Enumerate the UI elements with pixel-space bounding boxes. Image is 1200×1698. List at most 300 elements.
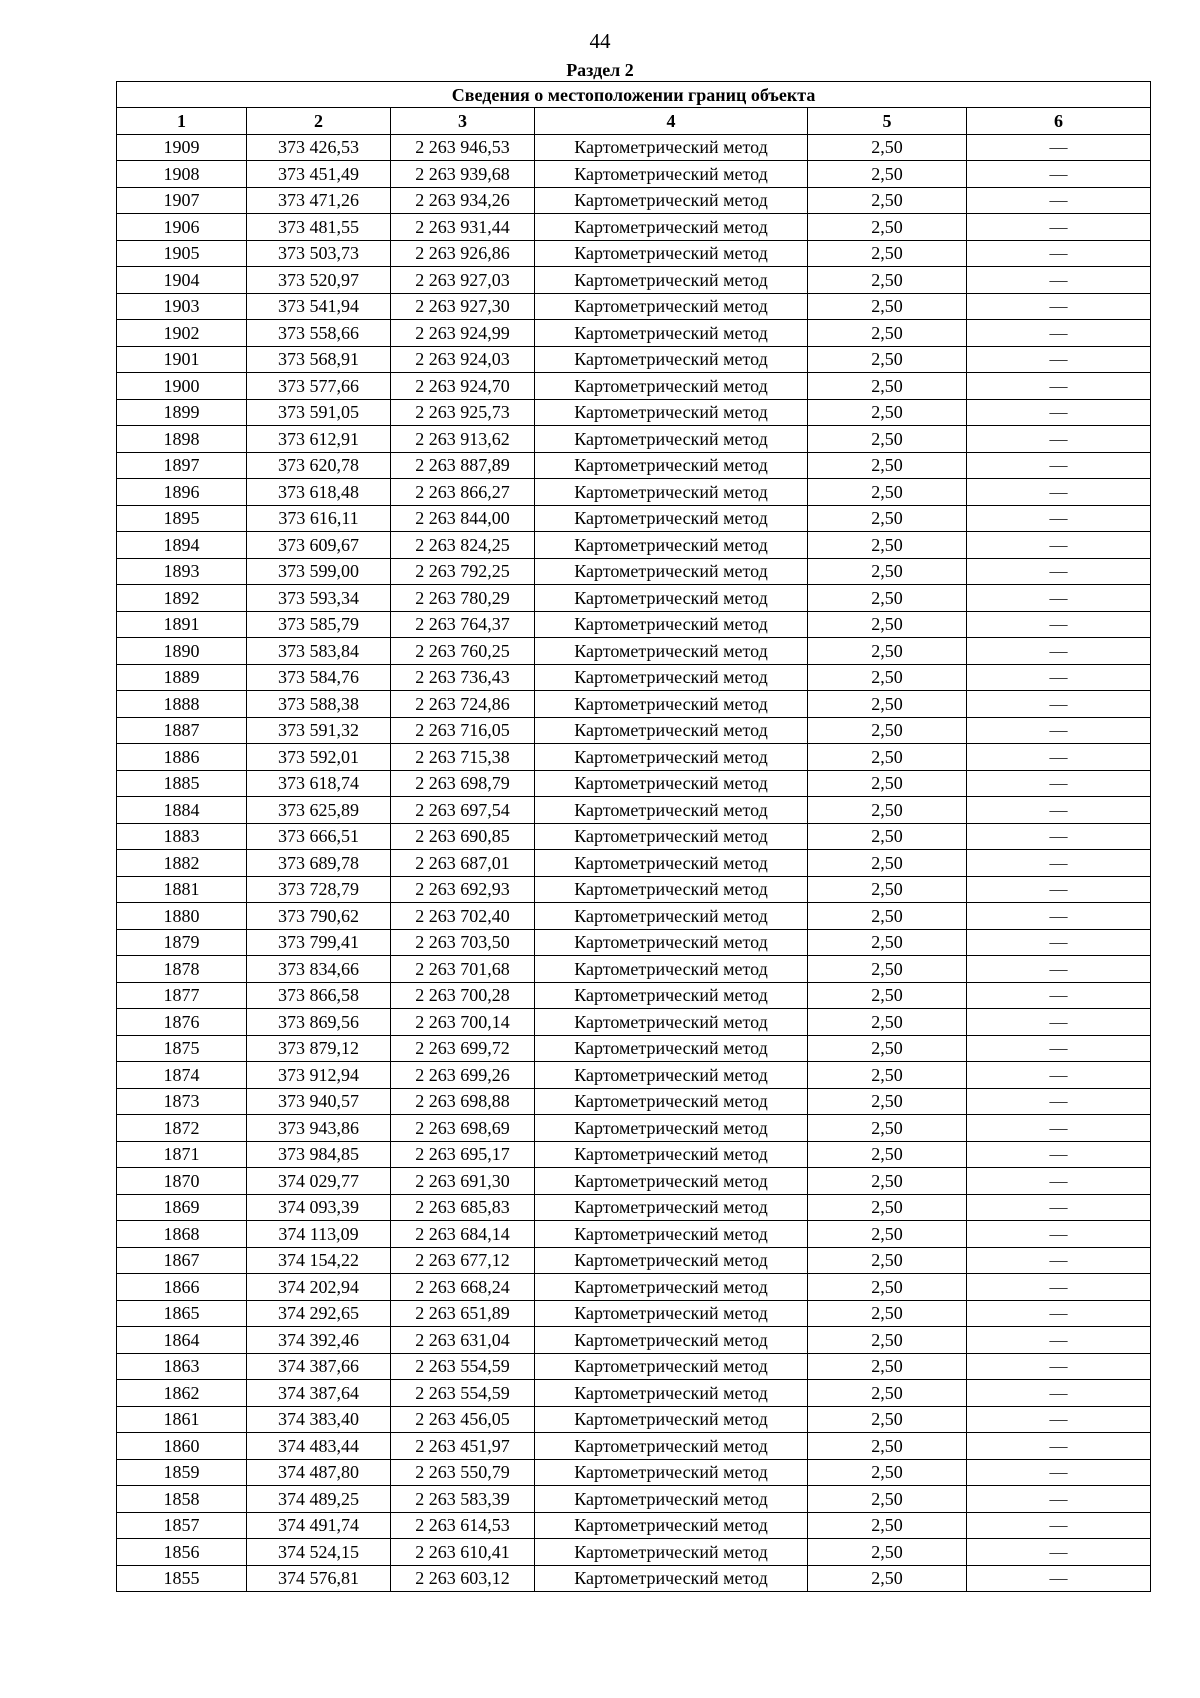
method-cell: Картометрический метод — [535, 1088, 808, 1115]
x-coordinate-cell: 373 790,62 — [247, 903, 391, 930]
note-cell: — — [967, 1327, 1151, 1354]
table-row — [117, 717, 1151, 744]
x-coordinate-cell: 373 943,86 — [247, 1115, 391, 1142]
method-cell: Картометрический метод — [535, 664, 808, 691]
point-number-cell: 1905 — [117, 240, 247, 267]
column-header: 3 — [391, 108, 535, 135]
accuracy-cell: 2,50 — [808, 346, 967, 373]
point-number-cell: 1866 — [117, 1274, 247, 1301]
note-cell: — — [967, 903, 1151, 930]
x-coordinate-cell: 374 483,44 — [247, 1433, 391, 1460]
accuracy-cell: 2,50 — [808, 161, 967, 188]
y-coordinate-cell: 2 263 760,25 — [391, 638, 535, 665]
table-row — [117, 1406, 1151, 1433]
point-number-cell: 1881 — [117, 876, 247, 903]
point-number-cell: 1874 — [117, 1062, 247, 1089]
note-cell: — — [967, 1247, 1151, 1274]
point-number-cell: 1897 — [117, 452, 247, 479]
table-caption: Сведения о местоположении границ объекта — [117, 82, 1151, 108]
y-coordinate-cell: 2 263 603,12 — [391, 1565, 535, 1592]
method-cell: Картометрический метод — [535, 293, 808, 320]
x-coordinate-cell: 373 940,57 — [247, 1088, 391, 1115]
table-row — [117, 585, 1151, 612]
accuracy-cell: 2,50 — [808, 982, 967, 1009]
y-coordinate-cell: 2 263 699,26 — [391, 1062, 535, 1089]
table-row — [117, 1353, 1151, 1380]
x-coordinate-cell: 373 666,51 — [247, 823, 391, 850]
method-cell: Картометрический метод — [535, 1327, 808, 1354]
x-coordinate-cell: 373 503,73 — [247, 240, 391, 267]
x-coordinate-cell: 374 392,46 — [247, 1327, 391, 1354]
point-number-cell: 1875 — [117, 1035, 247, 1062]
table-row — [117, 452, 1151, 479]
y-coordinate-cell: 2 263 690,85 — [391, 823, 535, 850]
y-coordinate-cell: 2 263 614,53 — [391, 1512, 535, 1539]
method-cell: Картометрический метод — [535, 1062, 808, 1089]
y-coordinate-cell: 2 263 925,73 — [391, 399, 535, 426]
note-cell: — — [967, 1353, 1151, 1380]
point-number-cell: 1883 — [117, 823, 247, 850]
accuracy-cell: 2,50 — [808, 585, 967, 612]
note-cell: — — [967, 1221, 1151, 1248]
note-cell: — — [967, 187, 1151, 214]
x-coordinate-cell: 373 618,74 — [247, 770, 391, 797]
method-cell: Картометрический метод — [535, 850, 808, 877]
y-coordinate-cell: 2 263 554,59 — [391, 1380, 535, 1407]
method-cell: Картометрический метод — [535, 214, 808, 241]
table-row — [117, 664, 1151, 691]
point-number-cell: 1888 — [117, 691, 247, 718]
y-coordinate-cell: 2 263 703,50 — [391, 929, 535, 956]
x-coordinate-cell: 373 568,91 — [247, 346, 391, 373]
x-coordinate-cell: 373 558,66 — [247, 320, 391, 347]
note-cell: — — [967, 929, 1151, 956]
note-cell: — — [967, 638, 1151, 665]
accuracy-cell: 2,50 — [808, 452, 967, 479]
note-cell: — — [967, 1115, 1151, 1142]
table-row — [117, 161, 1151, 188]
column-header: 2 — [247, 108, 391, 135]
x-coordinate-cell: 374 524,15 — [247, 1539, 391, 1566]
method-cell: Картометрический метод — [535, 876, 808, 903]
table-row — [117, 1380, 1151, 1407]
accuracy-cell: 2,50 — [808, 1247, 967, 1274]
y-coordinate-cell: 2 263 695,17 — [391, 1141, 535, 1168]
table-row — [117, 1194, 1151, 1221]
y-coordinate-cell: 2 263 715,38 — [391, 744, 535, 771]
y-coordinate-cell: 2 263 924,99 — [391, 320, 535, 347]
note-cell: — — [967, 426, 1151, 453]
point-number-cell: 1898 — [117, 426, 247, 453]
point-number-cell: 1902 — [117, 320, 247, 347]
note-cell: — — [967, 770, 1151, 797]
accuracy-cell: 2,50 — [808, 956, 967, 983]
column-header: 4 — [535, 108, 808, 135]
note-cell: — — [967, 532, 1151, 559]
accuracy-cell: 2,50 — [808, 1141, 967, 1168]
method-cell: Картометрический метод — [535, 1380, 808, 1407]
note-cell: — — [967, 214, 1151, 241]
point-number-cell: 1890 — [117, 638, 247, 665]
y-coordinate-cell: 2 263 866,27 — [391, 479, 535, 506]
x-coordinate-cell: 373 591,32 — [247, 717, 391, 744]
column-header: 5 — [808, 108, 967, 135]
note-cell: — — [967, 1168, 1151, 1195]
table-row — [117, 929, 1151, 956]
method-cell: Картометрический метод — [535, 1035, 808, 1062]
accuracy-cell: 2,50 — [808, 1194, 967, 1221]
y-coordinate-cell: 2 263 924,03 — [391, 346, 535, 373]
x-coordinate-cell: 373 620,78 — [247, 452, 391, 479]
table-row — [117, 1274, 1151, 1301]
x-coordinate-cell: 373 984,85 — [247, 1141, 391, 1168]
accuracy-cell: 2,50 — [808, 426, 967, 453]
x-coordinate-cell: 373 869,56 — [247, 1009, 391, 1036]
accuracy-cell: 2,50 — [808, 797, 967, 824]
note-cell: — — [967, 1194, 1151, 1221]
note-cell: — — [967, 1512, 1151, 1539]
note-cell: — — [967, 1433, 1151, 1460]
accuracy-cell: 2,50 — [808, 717, 967, 744]
method-cell: Картометрический метод — [535, 823, 808, 850]
method-cell: Картометрический метод — [535, 479, 808, 506]
y-coordinate-cell: 2 263 698,69 — [391, 1115, 535, 1142]
y-coordinate-cell: 2 263 698,79 — [391, 770, 535, 797]
note-cell: — — [967, 823, 1151, 850]
y-coordinate-cell: 2 263 927,30 — [391, 293, 535, 320]
table-row — [117, 982, 1151, 1009]
table-row — [117, 1486, 1151, 1513]
method-cell: Картометрический метод — [535, 903, 808, 930]
x-coordinate-cell: 373 609,67 — [247, 532, 391, 559]
point-number-cell: 1859 — [117, 1459, 247, 1486]
accuracy-cell: 2,50 — [808, 1088, 967, 1115]
x-coordinate-cell: 373 471,26 — [247, 187, 391, 214]
table-row — [117, 399, 1151, 426]
x-coordinate-cell: 374 487,80 — [247, 1459, 391, 1486]
accuracy-cell: 2,50 — [808, 1486, 967, 1513]
y-coordinate-cell: 2 263 824,25 — [391, 532, 535, 559]
y-coordinate-cell: 2 263 780,29 — [391, 585, 535, 612]
note-cell: — — [967, 320, 1151, 347]
point-number-cell: 1880 — [117, 903, 247, 930]
note-cell: — — [967, 505, 1151, 532]
note-cell: — — [967, 1300, 1151, 1327]
note-cell: — — [967, 1486, 1151, 1513]
y-coordinate-cell: 2 263 691,30 — [391, 1168, 535, 1195]
point-number-cell: 1903 — [117, 293, 247, 320]
method-cell: Картометрический метод — [535, 1009, 808, 1036]
x-coordinate-cell: 373 689,78 — [247, 850, 391, 877]
point-number-cell: 1908 — [117, 161, 247, 188]
table-row — [117, 1062, 1151, 1089]
point-number-cell: 1906 — [117, 214, 247, 241]
x-coordinate-cell: 373 834,66 — [247, 956, 391, 983]
table-row — [117, 346, 1151, 373]
accuracy-cell: 2,50 — [808, 293, 967, 320]
point-number-cell: 1899 — [117, 399, 247, 426]
table-row — [117, 1300, 1151, 1327]
x-coordinate-cell: 374 292,65 — [247, 1300, 391, 1327]
y-coordinate-cell: 2 263 651,89 — [391, 1300, 535, 1327]
accuracy-cell: 2,50 — [808, 903, 967, 930]
x-coordinate-cell: 373 584,76 — [247, 664, 391, 691]
x-coordinate-cell: 373 541,94 — [247, 293, 391, 320]
note-cell: — — [967, 1274, 1151, 1301]
method-cell: Картометрический метод — [535, 452, 808, 479]
accuracy-cell: 2,50 — [808, 373, 967, 400]
table-row — [117, 770, 1151, 797]
point-number-cell: 1858 — [117, 1486, 247, 1513]
table-row — [117, 558, 1151, 585]
point-number-cell: 1909 — [117, 134, 247, 161]
y-coordinate-cell: 2 263 702,40 — [391, 903, 535, 930]
method-cell: Картометрический метод — [535, 585, 808, 612]
section-title: Раздел 2 — [566, 60, 634, 80]
note-cell: — — [967, 134, 1151, 161]
note-cell: — — [967, 373, 1151, 400]
table-row — [117, 187, 1151, 214]
y-coordinate-cell: 2 263 764,37 — [391, 611, 535, 638]
accuracy-cell: 2,50 — [808, 1115, 967, 1142]
method-cell: Картометрический метод — [535, 320, 808, 347]
x-coordinate-cell: 374 202,94 — [247, 1274, 391, 1301]
y-coordinate-cell: 2 263 934,26 — [391, 187, 535, 214]
accuracy-cell: 2,50 — [808, 823, 967, 850]
point-number-cell: 1860 — [117, 1433, 247, 1460]
x-coordinate-cell: 373 592,01 — [247, 744, 391, 771]
method-cell: Картометрический метод — [535, 373, 808, 400]
note-cell: — — [967, 293, 1151, 320]
table-row — [117, 797, 1151, 824]
table-row — [117, 479, 1151, 506]
table-row — [117, 1088, 1151, 1115]
point-number-cell: 1896 — [117, 479, 247, 506]
table-row — [117, 1565, 1151, 1592]
method-cell: Картометрический метод — [535, 399, 808, 426]
table-row — [117, 1433, 1151, 1460]
accuracy-cell: 2,50 — [808, 214, 967, 241]
y-coordinate-cell: 2 263 684,14 — [391, 1221, 535, 1248]
accuracy-cell: 2,50 — [808, 1062, 967, 1089]
method-cell: Картометрический метод — [535, 1221, 808, 1248]
y-coordinate-cell: 2 263 792,25 — [391, 558, 535, 585]
y-coordinate-cell: 2 263 668,24 — [391, 1274, 535, 1301]
method-cell: Картометрический метод — [535, 1486, 808, 1513]
point-number-cell: 1894 — [117, 532, 247, 559]
accuracy-cell: 2,50 — [808, 664, 967, 691]
accuracy-cell: 2,50 — [808, 1168, 967, 1195]
point-number-cell: 1900 — [117, 373, 247, 400]
method-cell: Картометрический метод — [535, 161, 808, 188]
table-row — [117, 1247, 1151, 1274]
method-cell: Картометрический метод — [535, 744, 808, 771]
table-row — [117, 850, 1151, 877]
x-coordinate-cell: 373 583,84 — [247, 638, 391, 665]
point-number-cell: 1895 — [117, 505, 247, 532]
table-row — [117, 1168, 1151, 1195]
table-row — [117, 903, 1151, 930]
note-cell: — — [967, 1459, 1151, 1486]
x-coordinate-cell: 373 599,00 — [247, 558, 391, 585]
accuracy-cell: 2,50 — [808, 1009, 967, 1036]
column-header: 1 — [117, 108, 247, 135]
point-number-cell: 1862 — [117, 1380, 247, 1407]
table-row — [117, 956, 1151, 983]
note-cell: — — [967, 240, 1151, 267]
note-cell: — — [967, 161, 1151, 188]
x-coordinate-cell: 373 593,34 — [247, 585, 391, 612]
y-coordinate-cell: 2 263 583,39 — [391, 1486, 535, 1513]
accuracy-cell: 2,50 — [808, 1380, 967, 1407]
y-coordinate-cell: 2 263 677,12 — [391, 1247, 535, 1274]
point-number-cell: 1863 — [117, 1353, 247, 1380]
table-row — [117, 320, 1151, 347]
table-row — [117, 1327, 1151, 1354]
table-row — [117, 611, 1151, 638]
x-coordinate-cell: 373 612,91 — [247, 426, 391, 453]
point-number-cell: 1885 — [117, 770, 247, 797]
method-cell: Картометрический метод — [535, 1274, 808, 1301]
table-row — [117, 214, 1151, 241]
x-coordinate-cell: 374 093,39 — [247, 1194, 391, 1221]
method-cell: Картометрический метод — [535, 1115, 808, 1142]
y-coordinate-cell: 2 263 692,93 — [391, 876, 535, 903]
method-cell: Картометрический метод — [535, 770, 808, 797]
boundary-coordinates-table — [116, 81, 1151, 1592]
table-row — [117, 823, 1151, 850]
method-cell: Картометрический метод — [535, 1512, 808, 1539]
y-coordinate-cell: 2 263 924,70 — [391, 373, 535, 400]
table-row — [117, 1035, 1151, 1062]
note-cell: — — [967, 1062, 1151, 1089]
table-row — [117, 426, 1151, 453]
point-number-cell: 1864 — [117, 1327, 247, 1354]
accuracy-cell: 2,50 — [808, 1327, 967, 1354]
y-coordinate-cell: 2 263 700,14 — [391, 1009, 535, 1036]
point-number-cell: 1886 — [117, 744, 247, 771]
point-number-cell: 1891 — [117, 611, 247, 638]
table-row — [117, 876, 1151, 903]
x-coordinate-cell: 374 113,09 — [247, 1221, 391, 1248]
point-number-cell: 1877 — [117, 982, 247, 1009]
page-number: 44 — [589, 29, 611, 53]
point-number-cell: 1870 — [117, 1168, 247, 1195]
accuracy-cell: 2,50 — [808, 744, 967, 771]
method-cell: Картометрический метод — [535, 638, 808, 665]
method-cell: Картометрический метод — [535, 611, 808, 638]
point-number-cell: 1871 — [117, 1141, 247, 1168]
accuracy-cell: 2,50 — [808, 1565, 967, 1592]
method-cell: Картометрический метод — [535, 1353, 808, 1380]
y-coordinate-cell: 2 263 701,68 — [391, 956, 535, 983]
point-number-cell: 1879 — [117, 929, 247, 956]
x-coordinate-cell: 373 625,89 — [247, 797, 391, 824]
column-header: 6 — [967, 108, 1151, 135]
x-coordinate-cell: 374 387,66 — [247, 1353, 391, 1380]
y-coordinate-cell: 2 263 844,00 — [391, 505, 535, 532]
note-cell: — — [967, 585, 1151, 612]
point-number-cell: 1865 — [117, 1300, 247, 1327]
table-row — [117, 1141, 1151, 1168]
note-cell: — — [967, 691, 1151, 718]
point-number-cell: 1901 — [117, 346, 247, 373]
method-cell: Картометрический метод — [535, 1406, 808, 1433]
accuracy-cell: 2,50 — [808, 1300, 967, 1327]
y-coordinate-cell: 2 263 946,53 — [391, 134, 535, 161]
note-cell: — — [967, 982, 1151, 1009]
method-cell: Картометрический метод — [535, 1300, 808, 1327]
accuracy-cell: 2,50 — [808, 1512, 967, 1539]
x-coordinate-cell: 373 588,38 — [247, 691, 391, 718]
table-row — [117, 240, 1151, 267]
note-cell: — — [967, 876, 1151, 903]
method-cell: Картометрический метод — [535, 797, 808, 824]
accuracy-cell: 2,50 — [808, 320, 967, 347]
point-number-cell: 1884 — [117, 797, 247, 824]
table-row — [117, 134, 1151, 161]
point-number-cell: 1889 — [117, 664, 247, 691]
point-number-cell: 1869 — [117, 1194, 247, 1221]
y-coordinate-cell: 2 263 685,83 — [391, 1194, 535, 1221]
method-cell: Картометрический метод — [535, 982, 808, 1009]
note-cell: — — [967, 452, 1151, 479]
note-cell: — — [967, 558, 1151, 585]
y-coordinate-cell: 2 263 736,43 — [391, 664, 535, 691]
accuracy-cell: 2,50 — [808, 850, 967, 877]
table-row — [117, 638, 1151, 665]
table-row — [117, 1221, 1151, 1248]
x-coordinate-cell: 373 799,41 — [247, 929, 391, 956]
method-cell: Картометрический метод — [535, 1194, 808, 1221]
note-cell: — — [967, 664, 1151, 691]
note-cell: — — [967, 1088, 1151, 1115]
accuracy-cell: 2,50 — [808, 240, 967, 267]
point-number-cell: 1867 — [117, 1247, 247, 1274]
x-coordinate-cell: 373 728,79 — [247, 876, 391, 903]
point-number-cell: 1861 — [117, 1406, 247, 1433]
accuracy-cell: 2,50 — [808, 267, 967, 294]
accuracy-cell: 2,50 — [808, 1459, 967, 1486]
method-cell: Картометрический метод — [535, 1565, 808, 1592]
x-coordinate-cell: 374 576,81 — [247, 1565, 391, 1592]
table-row — [117, 1512, 1151, 1539]
method-cell: Картометрический метод — [535, 1433, 808, 1460]
method-cell: Картометрический метод — [535, 929, 808, 956]
method-cell: Картометрический метод — [535, 505, 808, 532]
point-number-cell: 1887 — [117, 717, 247, 744]
accuracy-cell: 2,50 — [808, 611, 967, 638]
point-number-cell: 1878 — [117, 956, 247, 983]
note-cell: — — [967, 479, 1151, 506]
method-cell: Картометрический метод — [535, 267, 808, 294]
table-row — [117, 267, 1151, 294]
accuracy-cell: 2,50 — [808, 1539, 967, 1566]
method-cell: Картометрический метод — [535, 1168, 808, 1195]
y-coordinate-cell: 2 263 456,05 — [391, 1406, 535, 1433]
accuracy-cell: 2,50 — [808, 1221, 967, 1248]
table-row — [117, 691, 1151, 718]
accuracy-cell: 2,50 — [808, 1433, 967, 1460]
point-number-cell: 1892 — [117, 585, 247, 612]
x-coordinate-cell: 373 618,48 — [247, 479, 391, 506]
y-coordinate-cell: 2 263 887,89 — [391, 452, 535, 479]
y-coordinate-cell: 2 263 927,03 — [391, 267, 535, 294]
y-coordinate-cell: 2 263 724,86 — [391, 691, 535, 718]
x-coordinate-cell: 373 591,05 — [247, 399, 391, 426]
accuracy-cell: 2,50 — [808, 1274, 967, 1301]
x-coordinate-cell: 373 912,94 — [247, 1062, 391, 1089]
